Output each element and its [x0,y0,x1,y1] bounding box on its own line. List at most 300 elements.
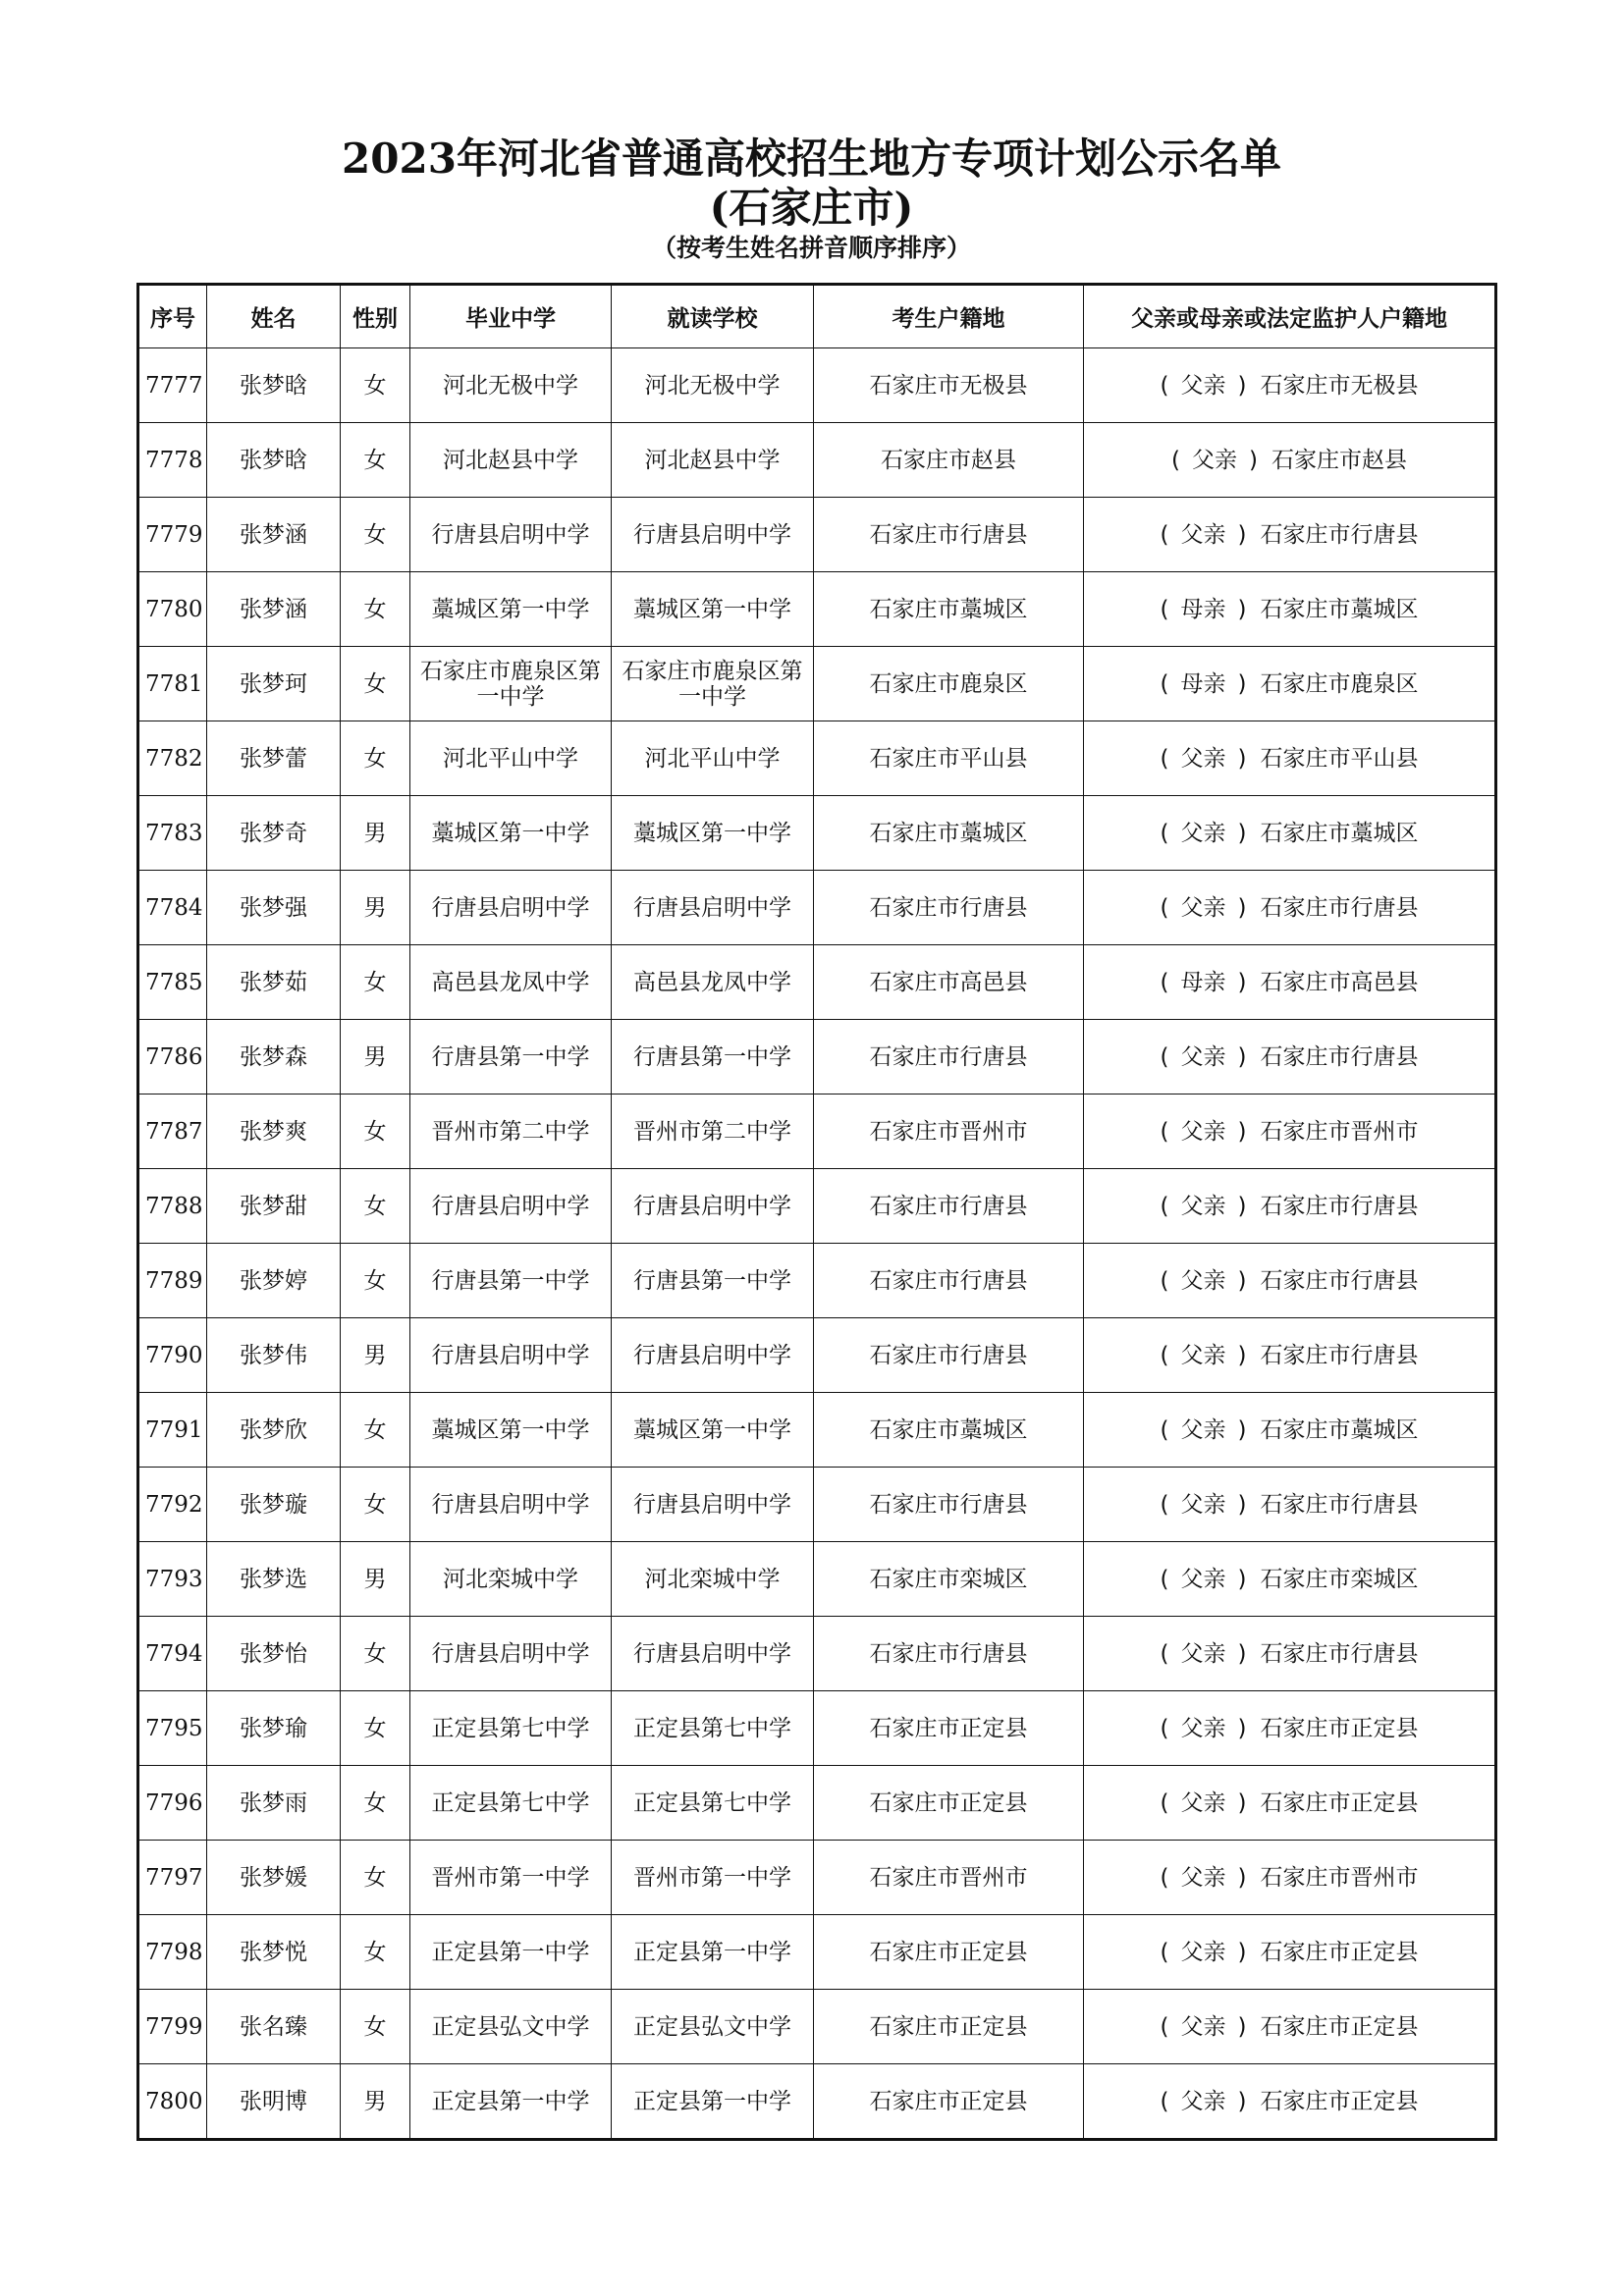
cell-gender: 男 [341,871,410,945]
cell-grad-school: 行唐县启明中学 [410,1169,612,1244]
guardian-residence: 石家庄市行唐县 [1260,521,1419,548]
cell-residence: 石家庄市晋州市 [814,1841,1084,1915]
table-row [138,1095,1496,1169]
cell-name: 张梦选 [207,1542,341,1617]
cell-school: 正定县第一中学 [612,2064,814,2140]
cell-name: 张梦晗 [207,423,341,498]
table-row [138,871,1496,945]
cell-gender: 男 [341,1020,410,1095]
page-subtitle: (石家庄市) [709,184,914,232]
guardian-residence: 石家庄市正定县 [1260,2088,1419,2114]
cell-school: 正定县弘文中学 [612,1990,814,2064]
cell-guardian-residence [1084,1468,1496,1542]
cell-residence: 石家庄市高邑县 [814,945,1084,1020]
cell-guardian-residence [1084,1766,1496,1841]
cell-no: 7786 [138,1020,207,1095]
guardian-close-paren: ) [1237,1193,1247,1219]
guardian-residence: 石家庄市行唐县 [1260,1640,1419,1667]
table-row [138,1766,1496,1841]
column-header-no: 序号 [138,285,207,348]
cell-no: 7800 [138,2064,207,2140]
guardian-open-paren: ( [1171,447,1180,473]
table-header-row [138,285,1496,348]
guardian-close-paren: ) [1237,1118,1247,1145]
cell-grad-school: 行唐县启明中学 [410,1468,612,1542]
guardian-residence: 石家庄市藁城区 [1260,1416,1419,1443]
cell-no: 7781 [138,647,207,721]
cell-gender: 男 [341,1542,410,1617]
guardian-residence: 石家庄市行唐县 [1260,1043,1419,1070]
cell-school: 河北平山中学 [612,721,814,796]
cell-gender: 女 [341,1691,410,1766]
cell-no: 7798 [138,1915,207,1990]
cell-residence: 石家庄市正定县 [814,1766,1084,1841]
column-header-name: 姓名 [207,285,341,348]
cell-school: 藁城区第一中学 [612,796,814,871]
cell-school: 河北赵县中学 [612,423,814,498]
guardian-residence: 石家庄市行唐县 [1260,894,1419,921]
cell-no: 7791 [138,1393,207,1468]
cell-gender: 女 [341,647,410,721]
cell-grad-school: 行唐县启明中学 [410,1617,612,1691]
guardian-relation: 父亲 [1180,894,1226,921]
cell-grad-school: 藁城区第一中学 [410,1393,612,1468]
table-row [138,1169,1496,1244]
table-row [138,2064,1496,2140]
cell-no: 7783 [138,796,207,871]
guardian-close-paren: ) [1237,969,1247,995]
guardian-relation: 母亲 [1180,969,1226,995]
guardian-open-paren: ( [1160,2088,1169,2114]
cell-guardian-residence [1084,945,1496,1020]
cell-no: 7779 [138,498,207,572]
cell-residence: 石家庄市正定县 [814,2064,1084,2140]
guardian-relation: 父亲 [1192,447,1237,473]
cell-name: 张梦晗 [207,348,341,423]
table-row [138,1915,1496,1990]
cell-guardian-residence [1084,2064,1496,2140]
cell-grad-school: 河北平山中学 [410,721,612,796]
guardian-residence: 石家庄市行唐县 [1260,1267,1419,1294]
cell-grad-school: 石家庄市鹿泉区第一中学 [410,647,612,721]
table-row [138,1990,1496,2064]
cell-no: 7780 [138,572,207,647]
guardian-open-paren: ( [1160,1267,1169,1294]
guardian-open-paren: ( [1160,1789,1169,1816]
cell-grad-school: 行唐县启明中学 [410,498,612,572]
cell-guardian-residence [1084,1990,1496,2064]
cell-school: 行唐县第一中学 [612,1244,814,1318]
guardian-relation: 父亲 [1180,1789,1226,1816]
cell-gender: 女 [341,1169,410,1244]
cell-gender: 女 [341,1095,410,1169]
table-row [138,1841,1496,1915]
guardian-close-paren: ) [1237,2013,1247,2040]
cell-gender: 女 [341,1915,410,1990]
guardian-open-paren: ( [1160,372,1169,399]
cell-residence: 石家庄市行唐县 [814,1020,1084,1095]
cell-school: 行唐县第一中学 [612,1020,814,1095]
cell-name: 张梦婷 [207,1244,341,1318]
cell-gender: 女 [341,1841,410,1915]
cell-school: 河北无极中学 [612,348,814,423]
cell-grad-school: 河北赵县中学 [410,423,612,498]
guardian-residence: 石家庄市藁城区 [1260,596,1419,622]
cell-grad-school: 行唐县启明中学 [410,871,612,945]
guardian-open-paren: ( [1160,670,1169,697]
guardian-open-paren: ( [1160,1118,1169,1145]
guardian-open-paren: ( [1160,1342,1169,1368]
cell-school: 行唐县启明中学 [612,1468,814,1542]
cell-residence: 石家庄市行唐县 [814,1169,1084,1244]
cell-grad-school: 正定县第七中学 [410,1766,612,1841]
table-row [138,1691,1496,1766]
cell-gender: 女 [341,1617,410,1691]
cell-residence: 石家庄市行唐县 [814,1244,1084,1318]
guardian-open-paren: ( [1160,1939,1169,1965]
guardian-relation: 父亲 [1180,372,1226,399]
sort-note: （按考生姓名拼音顺序排序） [651,234,971,262]
cell-gender: 男 [341,2064,410,2140]
table-row [138,348,1496,423]
cell-residence: 石家庄市赵县 [814,423,1084,498]
guardian-close-paren: ) [1237,820,1247,846]
cell-school: 河北栾城中学 [612,1542,814,1617]
cell-grad-school: 藁城区第一中学 [410,572,612,647]
cell-guardian-residence [1084,1841,1496,1915]
cell-name: 张梦悦 [207,1915,341,1990]
guardian-close-paren: ) [1237,1939,1247,1965]
cell-no: 7797 [138,1841,207,1915]
guardian-relation: 父亲 [1180,1193,1226,1219]
cell-school: 正定县第七中学 [612,1766,814,1841]
cell-guardian-residence [1084,647,1496,721]
guardian-close-paren: ) [1237,1342,1247,1368]
cell-grad-school: 行唐县启明中学 [410,1318,612,1393]
guardian-residence: 石家庄市正定县 [1260,1789,1419,1816]
cell-residence: 石家庄市正定县 [814,1691,1084,1766]
page-title: 2023年河北省普通高校招生地方专项计划公示名单 [342,134,1281,183]
guardian-open-paren: ( [1160,1640,1169,1667]
cell-gender: 女 [341,1990,410,2064]
guardian-close-paren: ) [1237,1789,1247,1816]
guardian-open-paren: ( [1160,1193,1169,1219]
guardian-close-paren: ) [1237,2088,1247,2114]
cell-school: 晋州市第一中学 [612,1841,814,1915]
guardian-close-paren: ) [1237,521,1247,548]
cell-residence: 石家庄市行唐县 [814,1617,1084,1691]
cell-grad-school: 行唐县第一中学 [410,1244,612,1318]
cell-residence: 石家庄市行唐县 [814,1318,1084,1393]
guardian-close-paren: ) [1237,1715,1247,1741]
guardian-close-paren: ) [1237,1416,1247,1443]
guardian-residence: 石家庄市行唐县 [1260,1491,1419,1518]
guardian-close-paren: ) [1237,1267,1247,1294]
guardian-relation: 父亲 [1180,1640,1226,1667]
cell-name: 张梦涵 [207,498,341,572]
guardian-close-paren: ) [1237,894,1247,921]
cell-gender: 男 [341,796,410,871]
cell-guardian-residence [1084,1244,1496,1318]
guardian-relation: 父亲 [1180,1491,1226,1518]
table-row [138,498,1496,572]
cell-grad-school: 行唐县第一中学 [410,1020,612,1095]
cell-school: 高邑县龙凤中学 [612,945,814,1020]
cell-guardian-residence [1084,1617,1496,1691]
cell-residence: 石家庄市行唐县 [814,1468,1084,1542]
cell-guardian-residence [1084,348,1496,423]
column-header-gender: 性别 [341,285,410,348]
cell-residence: 石家庄市晋州市 [814,1095,1084,1169]
guardian-residence: 石家庄市平山县 [1260,745,1419,772]
cell-name: 张梦爽 [207,1095,341,1169]
cell-guardian-residence [1084,1542,1496,1617]
cell-gender: 女 [341,945,410,1020]
cell-grad-school: 正定县弘文中学 [410,1990,612,2064]
cell-name: 张梦璇 [207,1468,341,1542]
guardian-close-paren: ) [1237,745,1247,772]
guardian-relation: 父亲 [1180,1566,1226,1592]
table-row [138,945,1496,1020]
table-row [138,1468,1496,1542]
cell-residence: 石家庄市藁城区 [814,1393,1084,1468]
guardian-residence: 石家庄市藁城区 [1260,820,1419,846]
cell-grad-school: 高邑县龙凤中学 [410,945,612,1020]
cell-no: 7788 [138,1169,207,1244]
cell-grad-school: 正定县第一中学 [410,2064,612,2140]
guardian-close-paren: ) [1237,670,1247,697]
cell-no: 7784 [138,871,207,945]
cell-no: 7793 [138,1542,207,1617]
cell-guardian-residence [1084,1691,1496,1766]
cell-guardian-residence [1084,498,1496,572]
cell-grad-school: 正定县第七中学 [410,1691,612,1766]
guardian-residence: 石家庄市晋州市 [1260,1118,1419,1145]
guardian-open-paren: ( [1160,2013,1169,2040]
guardian-residence: 石家庄市无极县 [1260,372,1419,399]
cell-name: 张梦涵 [207,572,341,647]
cell-no: 7782 [138,721,207,796]
cell-name: 张梦茹 [207,945,341,1020]
guardian-relation: 父亲 [1180,1342,1226,1368]
guardian-residence: 石家庄市栾城区 [1260,1566,1419,1592]
guardian-residence: 石家庄市行唐县 [1260,1193,1419,1219]
guardian-open-paren: ( [1160,1043,1169,1070]
guardian-open-paren: ( [1160,745,1169,772]
cell-school: 藁城区第一中学 [612,1393,814,1468]
table-row [138,1020,1496,1095]
cell-name: 张梦怡 [207,1617,341,1691]
guardian-close-paren: ) [1237,1864,1247,1891]
table-row [138,796,1496,871]
cell-residence: 石家庄市栾城区 [814,1542,1084,1617]
guardian-open-paren: ( [1160,969,1169,995]
guardian-close-paren: ) [1237,1566,1247,1592]
cell-school: 石家庄市鹿泉区第一中学 [612,647,814,721]
cell-guardian-residence [1084,1095,1496,1169]
guardian-close-paren: ) [1237,1043,1247,1070]
cell-name: 张梦珂 [207,647,341,721]
guardian-relation: 父亲 [1180,521,1226,548]
cell-name: 张名臻 [207,1990,341,2064]
cell-name: 张梦媛 [207,1841,341,1915]
cell-guardian-residence [1084,423,1496,498]
cell-no: 7789 [138,1244,207,1318]
cell-name: 张梦欣 [207,1393,341,1468]
cell-name: 张梦雨 [207,1766,341,1841]
cell-school: 正定县第一中学 [612,1915,814,1990]
cell-grad-school: 晋州市第二中学 [410,1095,612,1169]
guardian-relation: 父亲 [1180,1416,1226,1443]
cell-gender: 女 [341,1766,410,1841]
roster-table [136,283,1497,2141]
cell-school: 正定县第七中学 [612,1691,814,1766]
cell-gender: 女 [341,721,410,796]
cell-school: 行唐县启明中学 [612,498,814,572]
guardian-open-paren: ( [1160,894,1169,921]
cell-guardian-residence [1084,1393,1496,1468]
table-row [138,1393,1496,1468]
cell-name: 张梦森 [207,1020,341,1095]
cell-gender: 女 [341,1393,410,1468]
guardian-relation: 父亲 [1180,1939,1226,1965]
guardian-relation: 母亲 [1180,670,1226,697]
guardian-open-paren: ( [1160,1416,1169,1443]
cell-gender: 女 [341,1468,410,1542]
cell-grad-school: 河北栾城中学 [410,1542,612,1617]
cell-residence: 石家庄市平山县 [814,721,1084,796]
cell-gender: 女 [341,423,410,498]
guardian-residence: 石家庄市赵县 [1271,447,1407,473]
cell-grad-school: 河北无极中学 [410,348,612,423]
cell-no: 7777 [138,348,207,423]
table-row [138,1244,1496,1318]
cell-residence: 石家庄市藁城区 [814,796,1084,871]
cell-guardian-residence [1084,1318,1496,1393]
guardian-open-paren: ( [1160,1864,1169,1891]
cell-name: 张梦伟 [207,1318,341,1393]
cell-guardian-residence [1084,1915,1496,1990]
cell-name: 张明博 [207,2064,341,2140]
guardian-close-paren: ) [1237,596,1247,622]
cell-grad-school: 藁城区第一中学 [410,796,612,871]
guardian-residence: 石家庄市鹿泉区 [1260,670,1419,697]
column-header-grad-school: 毕业中学 [410,285,612,348]
cell-no: 7778 [138,423,207,498]
table-row [138,423,1496,498]
cell-no: 7796 [138,1766,207,1841]
guardian-close-paren: ) [1237,372,1247,399]
cell-no: 7787 [138,1095,207,1169]
guardian-residence: 石家庄市正定县 [1260,2013,1419,2040]
cell-gender: 女 [341,498,410,572]
cell-no: 7799 [138,1990,207,2064]
cell-gender: 女 [341,1244,410,1318]
table-row [138,1318,1496,1393]
guardian-open-paren: ( [1160,820,1169,846]
cell-gender: 女 [341,572,410,647]
cell-grad-school: 晋州市第一中学 [410,1841,612,1915]
guardian-relation: 父亲 [1180,1864,1226,1891]
cell-residence: 石家庄市无极县 [814,348,1084,423]
table-row [138,1617,1496,1691]
guardian-open-paren: ( [1160,1715,1169,1741]
cell-guardian-residence [1084,871,1496,945]
guardian-close-paren: ) [1249,447,1258,473]
guardian-relation: 父亲 [1180,2013,1226,2040]
guardian-residence: 石家庄市正定县 [1260,1939,1419,1965]
cell-guardian-residence [1084,796,1496,871]
table-row [138,721,1496,796]
guardian-relation: 父亲 [1180,1043,1226,1070]
cell-school: 行唐县启明中学 [612,871,814,945]
cell-residence: 石家庄市鹿泉区 [814,647,1084,721]
table-row [138,647,1496,721]
cell-school: 行唐县启明中学 [612,1169,814,1244]
guardian-relation: 父亲 [1180,1267,1226,1294]
cell-guardian-residence [1084,721,1496,796]
cell-grad-school: 正定县第一中学 [410,1915,612,1990]
guardian-relation: 父亲 [1180,2088,1226,2114]
cell-no: 7785 [138,945,207,1020]
guardian-residence: 石家庄市行唐县 [1260,1342,1419,1368]
cell-guardian-residence [1084,1020,1496,1095]
cell-residence: 石家庄市正定县 [814,1990,1084,2064]
column-header-residence: 考生户籍地 [814,285,1084,348]
cell-school: 晋州市第二中学 [612,1095,814,1169]
guardian-open-paren: ( [1160,596,1169,622]
cell-residence: 石家庄市正定县 [814,1915,1084,1990]
column-header-guardian-residence: 父亲或母亲或法定监护人户籍地 [1084,285,1496,348]
guardian-open-paren: ( [1160,1491,1169,1518]
cell-school: 行唐县启明中学 [612,1617,814,1691]
cell-gender: 女 [341,348,410,423]
guardian-relation: 父亲 [1180,745,1226,772]
guardian-close-paren: ) [1237,1640,1247,1667]
guardian-relation: 父亲 [1180,820,1226,846]
cell-guardian-residence [1084,572,1496,647]
cell-name: 张梦奇 [207,796,341,871]
cell-no: 7792 [138,1468,207,1542]
guardian-residence: 石家庄市正定县 [1260,1715,1419,1741]
cell-school: 行唐县启明中学 [612,1318,814,1393]
cell-residence: 石家庄市行唐县 [814,498,1084,572]
cell-name: 张梦甜 [207,1169,341,1244]
guardian-residence: 石家庄市高邑县 [1260,969,1419,995]
column-header-school: 就读学校 [612,285,814,348]
guardian-relation: 母亲 [1180,596,1226,622]
cell-school: 藁城区第一中学 [612,572,814,647]
cell-no: 7795 [138,1691,207,1766]
table-row [138,1542,1496,1617]
cell-name: 张梦瑜 [207,1691,341,1766]
cell-name: 张梦蕾 [207,721,341,796]
guardian-relation: 父亲 [1180,1715,1226,1741]
cell-name: 张梦强 [207,871,341,945]
guardian-residence: 石家庄市晋州市 [1260,1864,1419,1891]
cell-residence: 石家庄市行唐县 [814,871,1084,945]
cell-no: 7794 [138,1617,207,1691]
guardian-open-paren: ( [1160,521,1169,548]
table-row [138,572,1496,647]
cell-gender: 男 [341,1318,410,1393]
guardian-close-paren: ) [1237,1491,1247,1518]
cell-no: 7790 [138,1318,207,1393]
guardian-open-paren: ( [1160,1566,1169,1592]
cell-residence: 石家庄市藁城区 [814,572,1084,647]
guardian-relation: 父亲 [1180,1118,1226,1145]
cell-guardian-residence [1084,1169,1496,1244]
